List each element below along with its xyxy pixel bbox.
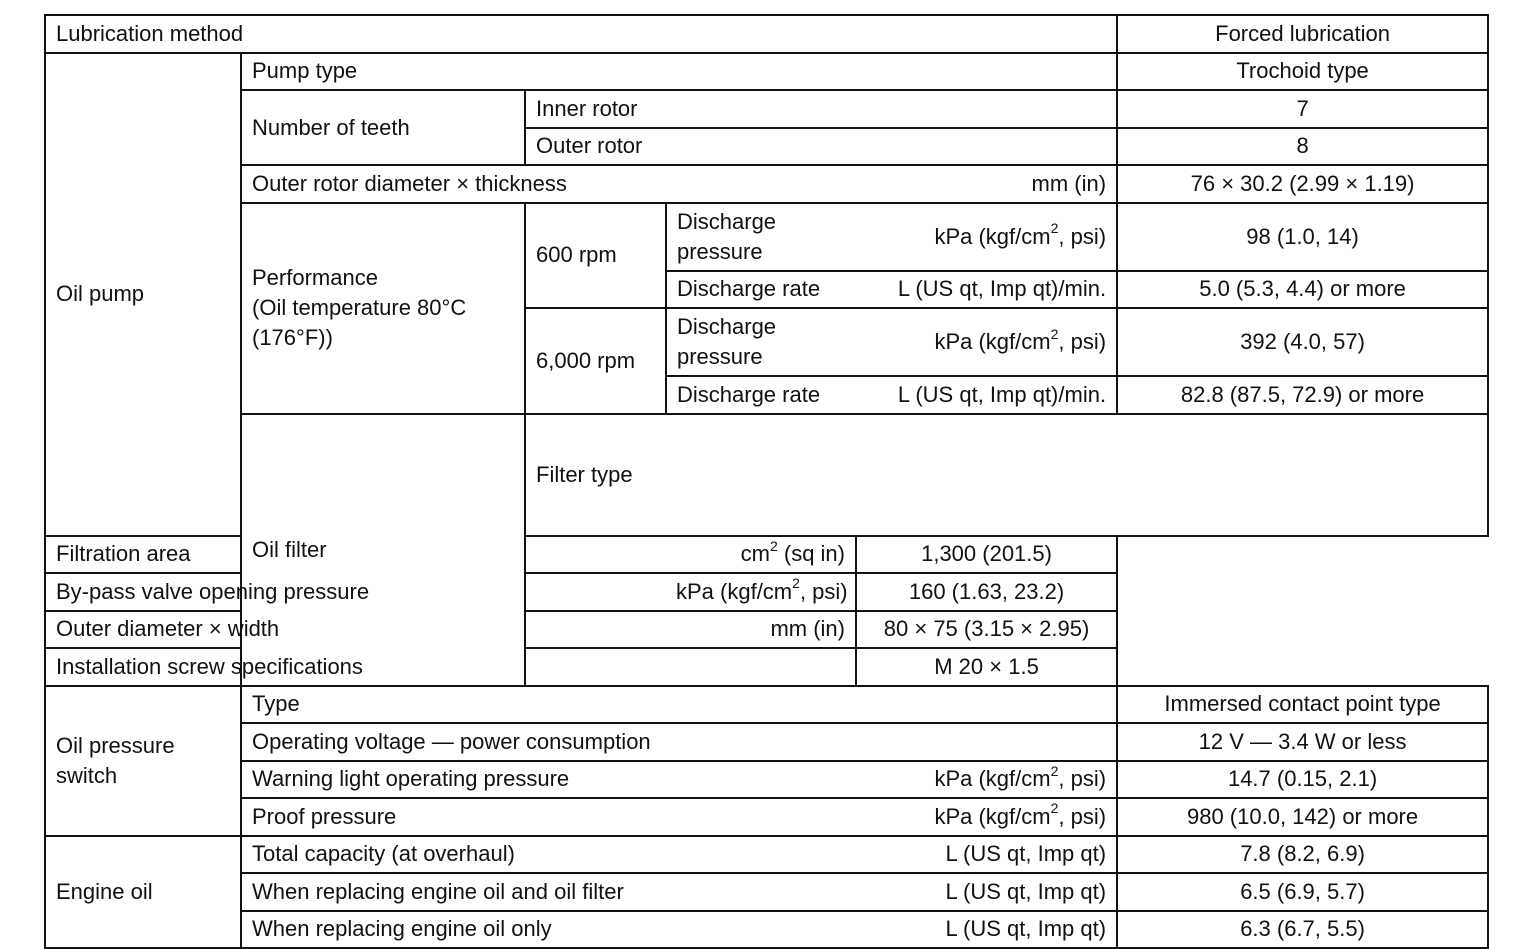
unit-text: kPa (kgf/cm <box>676 578 793 604</box>
proof-pressure-unit <box>856 798 1117 836</box>
rpm-6000-rate-label: Discharge rate <box>666 376 856 414</box>
rpm-6000-pressure-unit <box>856 308 1117 376</box>
table-row <box>45 90 1488 128</box>
table-row <box>45 203 1488 271</box>
unit-text: , psi) <box>1058 803 1107 829</box>
replace-oil-and-filter-unit: L (US qt, Imp qt) <box>856 873 1117 911</box>
rpm-600-pressure-value: 98 (1.0, 14) <box>1117 203 1488 271</box>
number-of-teeth-label: Number of teeth <box>241 90 525 165</box>
unit-text: , psi) <box>1058 766 1107 792</box>
outer-rotor-dim-value: 76 × 30.2 (2.99 × 1.19) <box>1117 165 1488 203</box>
bypass-valve-value: 160 (1.63, 23.2) <box>856 573 1117 611</box>
filtration-area-value: 1,300 (201.5) <box>856 536 1117 574</box>
filtration-area-unit <box>666 536 856 574</box>
outer-diameter-value: 80 × 75 (3.15 × 2.95) <box>856 611 1117 649</box>
warning-light-value: 14.7 (0.15, 2.1) <box>1117 761 1488 799</box>
unit-superscript: 2 <box>769 537 778 554</box>
oil-pressure-switch-section-label <box>45 686 241 836</box>
unit-text: (sq in) <box>777 541 845 567</box>
table-row <box>45 414 1488 536</box>
lubrication-method-label: Lubrication method <box>45 15 1117 53</box>
operating-voltage-label: Operating voltage — power consumption <box>241 723 1117 761</box>
replace-oil-and-filter-value: 6.5 (6.9, 5.7) <box>1117 873 1488 911</box>
performance-label-line1: Performance <box>252 265 378 290</box>
inner-rotor-value: 7 <box>1117 90 1488 128</box>
filtration-area-label: Filtration area <box>45 536 666 574</box>
rpm-6000-pressure-value: 392 (4.0, 57) <box>1117 308 1488 376</box>
unit-text: kPa (kgf/cm <box>934 223 1051 249</box>
oil-pump-section-label: Oil pump <box>45 53 241 536</box>
table-row <box>45 873 1488 911</box>
inner-rotor-label: Inner rotor <box>525 90 1117 128</box>
unit-superscript: 2 <box>1050 762 1059 779</box>
pump-type-label: Pump type <box>241 53 1117 91</box>
installation-screw-value: M 20 × 1.5 <box>856 648 1117 686</box>
rpm-600-pressure-unit <box>856 203 1117 271</box>
unit-text: , psi) <box>1058 223 1107 249</box>
oil-pressure-switch-label-line2: switch <box>56 762 118 788</box>
proof-pressure-label: Proof pressure <box>241 798 856 836</box>
table-row <box>45 686 1488 724</box>
rpm-600-pressure-label-line2: pressure <box>677 238 763 264</box>
outer-rotor-label: Outer rotor <box>525 128 1117 166</box>
unit-text: kPa (kgf/cm <box>934 329 1051 354</box>
table-row <box>45 911 1488 949</box>
unit-superscript: 2 <box>1050 220 1059 237</box>
unit-text: kPa (kgf/cm <box>934 803 1051 829</box>
bypass-valve-label: By-pass valve opening pressure <box>45 573 666 611</box>
unit-superscript: 2 <box>1050 325 1059 342</box>
warning-light-label: Warning light operating pressure <box>241 761 856 799</box>
rpm-6000-rate-value: 82.8 (87.5, 72.9) or more <box>1117 376 1488 414</box>
rpm-600-pressure-label <box>666 203 856 271</box>
rpm-600-rate-value: 5.0 (5.3, 4.4) or more <box>1117 271 1488 309</box>
total-capacity-unit: L (US qt, Imp qt) <box>856 836 1117 874</box>
operating-voltage-value: 12 V — 3.4 W or less <box>1117 723 1488 761</box>
rpm-6000-pressure-label <box>666 308 856 376</box>
table-row <box>45 798 1488 836</box>
table-row <box>45 53 1488 91</box>
unit-text: cm <box>740 541 770 567</box>
table-row <box>45 165 1488 203</box>
replace-oil-only-unit: L (US qt, Imp qt) <box>856 911 1117 949</box>
lubrication-method-value: Forced lubrication <box>1117 15 1488 53</box>
table-row <box>45 15 1488 53</box>
unit-superscript: 2 <box>792 575 800 592</box>
total-capacity-value: 7.8 (8.2, 6.9) <box>1117 836 1488 874</box>
replace-oil-and-filter-label: When replacing engine oil and oil filter <box>241 873 856 911</box>
rpm-600-rate-unit: L (US qt, Imp qt)/min. <box>856 271 1117 309</box>
table-row <box>45 648 1488 686</box>
table-row <box>45 836 1488 874</box>
table-row <box>45 573 1488 611</box>
bypass-valve-unit <box>666 573 856 611</box>
lubrication-spec-table <box>44 14 1489 949</box>
unit-text: , psi) <box>1058 329 1107 354</box>
performance-label-line2: (Oil temperature 80°C <box>252 295 467 320</box>
outer-rotor-value: 8 <box>1117 128 1488 166</box>
proof-pressure-value: 980 (10.0, 142) or more <box>1117 798 1488 836</box>
rpm-6000-rate-unit: L (US qt, Imp qt)/min. <box>856 376 1117 414</box>
rpm-600-pressure-label-line1: Discharge <box>677 208 777 234</box>
switch-type-label: Type <box>241 686 1117 724</box>
performance-label-line3: (176°F)) <box>252 325 333 350</box>
outer-diameter-label: Outer diameter × width <box>45 611 666 649</box>
switch-type-value: Immersed contact point type <box>1117 686 1488 724</box>
unit-superscript: 2 <box>1050 800 1059 817</box>
unit-text: , psi) <box>799 578 848 604</box>
performance-label <box>241 203 525 414</box>
pump-type-value: Trochoid type <box>1117 53 1488 91</box>
warning-light-unit <box>856 761 1117 799</box>
table-row <box>45 611 1488 649</box>
engine-oil-section-label: Engine oil <box>45 836 241 949</box>
replace-oil-only-label: When replacing engine oil only <box>241 911 856 949</box>
rpm-6000-pressure-label-line1: Discharge <box>677 314 777 339</box>
outer-rotor-dim-unit: mm (in) <box>856 165 1117 203</box>
oil-filter-section-label: Oil filter <box>241 414 525 686</box>
outer-rotor-dim-label: Outer rotor diameter × thickness <box>241 165 856 203</box>
installation-screw-label: Installation screw specifications <box>45 648 856 686</box>
table-row <box>45 723 1488 761</box>
oil-pressure-switch-label-line1: Oil pressure <box>56 732 175 758</box>
total-capacity-label: Total capacity (at overhaul) <box>241 836 856 874</box>
rpm-6000-label: 6,000 rpm <box>525 308 666 414</box>
rpm-600-label: 600 rpm <box>525 203 666 309</box>
table-row <box>45 761 1488 799</box>
unit-text: kPa (kgf/cm <box>934 766 1051 792</box>
rpm-600-rate-label: Discharge rate <box>666 271 856 309</box>
replace-oil-only-value: 6.3 (6.7, 5.5) <box>1117 911 1488 949</box>
filter-type-label: Filter type <box>525 414 1488 536</box>
outer-diameter-unit: mm (in) <box>666 611 856 649</box>
rpm-6000-pressure-label-line2: pressure <box>677 344 763 369</box>
